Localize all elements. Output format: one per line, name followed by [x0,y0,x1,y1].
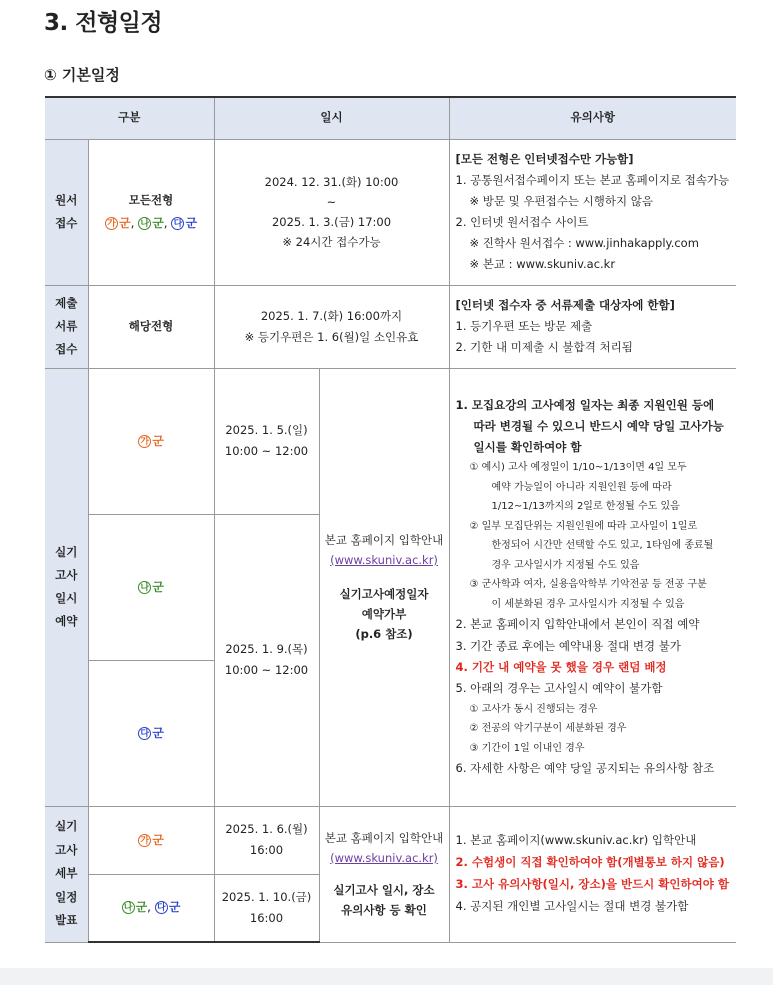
viewer-bottom-bar [0,968,773,985]
schedule-table [45,96,736,943]
section-title: ① 기본일정 [44,66,120,84]
category-application: 원서 접수 [45,139,88,285]
row-application [45,139,736,285]
group-ga-icon: 가 [138,435,151,448]
homepage-link[interactable]: (www.skuniv.ac.kr) [330,850,438,865]
homepage-link[interactable]: (www.skuniv.ac.kr) [330,552,438,567]
header-row [45,97,736,139]
date-reservation-ga: 2025. 1. 5.(일) 10:00 ~ 12:00 [214,368,319,514]
date-announcement-ga: 2025. 1. 6.(월) 16:00 [214,806,319,874]
type-all: 모든전형 가 군, 나 군, 다 군 [88,139,214,285]
random-assignment-warning: 4. 기간 내 예약을 못 했을 경우 랜덤 배정 [455,660,667,675]
info-announcement: 본교 홈페이지 입학안내 (www.skuniv.ac.kr) 실기고사 일시, 장소 유의사항 등 확인 [319,806,449,942]
date-announcement-nada: 2025. 1. 10.(금) 16:00 [214,874,319,942]
group-ga-icon: 가 [138,834,151,847]
date-application: 2024. 12. 31.(화) 10:00 ~ 2025. 1. 3.(금) 17:00 ※ 24시간 접수가능 [214,139,449,285]
group-da-icon: 다 [138,727,151,740]
type-applicable: 해당전형 [88,285,214,368]
row-announcement-ga [45,806,736,874]
date-reservation-nada: 2025. 1. 9.(목) 10:00 ~ 12:00 [214,514,319,806]
group-na-cell: 나 군 [88,514,214,660]
group-ga-cell: 가 군 [88,368,214,514]
group-na-icon: 나 [138,217,151,230]
group-da-icon: 다 [155,901,168,914]
header-datetime: 일시 [214,97,449,139]
notes-documents: [인터넷 접수자 중 서류제출 대상자에 한함] 1. 등기우편 또는 방문 제출 2. 기한 내 미제출 시 불합격 처리됨 [449,285,736,368]
notes-reservation: 1. 모집요강의 고사예정 일자는 최종 지원인원 등에 따라 변경될 수 있으니 반드시 예약 당일 고사가능 일시를 확인하여야 함 ① 예시) 고사 예정일이 1/10~1/13이면 4일 모두 예약 가능일이 아니라 지원인원 등에 따라 1/12~1/13까지의 2일로 한정될 수도 있음 ② 일부 모집단위는 지원인원에 따라 고사일이 1일로 한정되어 시간만 선택할 수도 있고, 1타임에 종료될 경우 고사일시가 지정될 수도 있음 ③ 군사학과 여자, 실용음악학부 기악전공 등 전공 구분 이 세분화된 경우 고사일시가 지정될 수 있음 2. 본교 홈페이지 입학안내에서 본인이 직접 예약 3. 기간 종료 후에는 예약내용 절대 변경 불가 4. 기간 내 예약을 못 했을 경우 랜덤 배정 5. 아래의 경우는 고사일시 예약이 불가함 ① 고사가 동시 진행되는 경우 ② 전공의 악기구분이 세분화된 경우 ③ 기간이 1일 이내인 경우 6. 자세한 사항은 예약 당일 공지되는 유의사항 참조 [449,368,736,806]
category-announcement: 실기 고사 세부 일정 발표 [45,806,88,942]
group-ga-icon: 가 [105,217,118,230]
row-reservation-ga [45,368,736,514]
row-documents [45,285,736,368]
group-da-cell: 다 군 [88,660,214,806]
header-category: 구분 [45,97,214,139]
group-na-icon: 나 [138,581,151,594]
category-documents: 제출 서류 접수 [45,285,88,368]
date-documents: 2025. 1. 7.(화) 16:00까지 ※ 등기우편은 1. 6(월)일 소인유효 [214,285,449,368]
group-da-icon: 다 [171,217,184,230]
group-nada-cell: 나 군, 다 군 [88,874,214,942]
group-ga-cell-2: 가 군 [88,806,214,874]
notes-announcement: 1. 본교 홈페이지(www.skuniv.ac.kr) 입학안내 2. 수험생이 직접 확인하여야 함(개별통보 하지 않음) 3. 고사 유의사항(일시, 장소)을 반드시 확인하여야 함 4. 공지된 개인별 고사일시는 절대 변경 불가함 [449,806,736,942]
groups-all: 가 군, 나 군, 다 군 [89,214,214,233]
header-notes: 유의사항 [449,97,736,139]
category-reservation: 실기 고사 일시 예약 [45,368,88,806]
info-reservation: 본교 홈페이지 입학안내 (www.skuniv.ac.kr) 실기고사예정일자 예약가부 (p.6 참조) [319,368,449,806]
group-na-icon: 나 [122,901,135,914]
page-title: 3. 전형일정 [44,10,163,36]
notes-application: [모든 전형은 인터넷접수만 가능함] 1. 공통원서접수페이지 또는 본교 홈페이지로 접속가능 ※ 방문 및 우편접수는 시행하지 않음 2. 인터넷 원서접수 사이트 ※ 진학사 원서접수 : www.jinhakapply.com ※ 본교 : www.skuniv.ac.kr [449,139,736,285]
